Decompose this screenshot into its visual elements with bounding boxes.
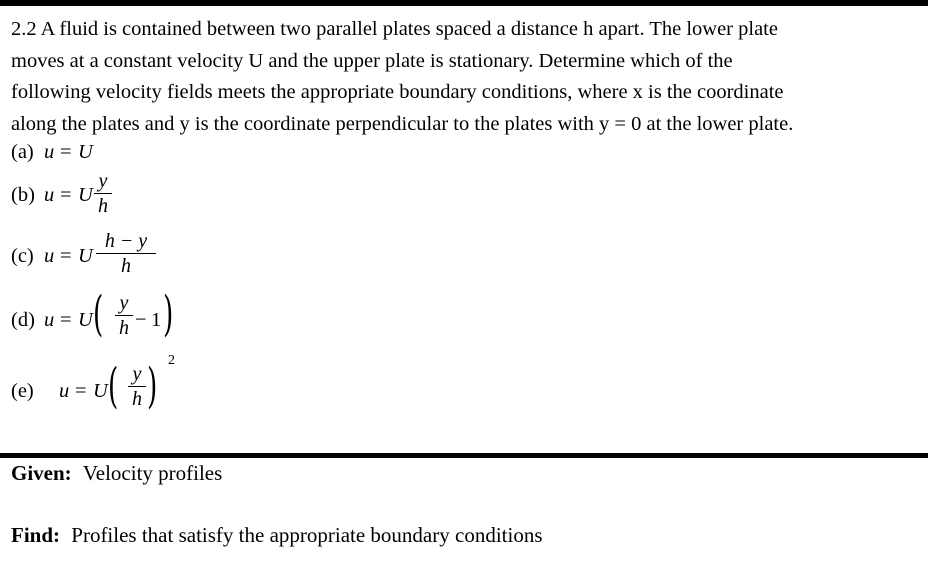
- fraction-bar: [115, 315, 133, 316]
- option-e-equals: =: [75, 380, 87, 402]
- option-e-denominator: h: [132, 388, 142, 410]
- option-d-minus: −: [135, 309, 147, 331]
- right-paren: ): [163, 286, 174, 342]
- option-c-lhs: u: [44, 245, 55, 267]
- option-e-exponent: 2: [168, 353, 175, 368]
- option-a-lhs: u: [44, 141, 55, 163]
- option-b-denominator: h: [98, 195, 108, 217]
- given-section: [11, 461, 222, 486]
- option-c-label: (c): [11, 245, 34, 267]
- option-e-fraction: [128, 363, 146, 410]
- problem-line-1: 2.2 A fluid is contained between two parallel plates spaced a distance h apart. The lower plate: [11, 18, 778, 40]
- option-d-lhs: u: [44, 309, 55, 331]
- find-text: Profiles that satisfy the appropriate boundary conditions: [71, 523, 543, 547]
- problem-statement: [11, 14, 916, 140]
- option-a-equals: =: [60, 141, 72, 163]
- left-paren: (: [93, 286, 104, 342]
- option-a-U: U: [78, 141, 93, 163]
- option-d-U: U: [78, 309, 93, 331]
- option-c-numerator: h − y: [104, 230, 148, 252]
- option-e-label: (e): [11, 380, 34, 402]
- option-d-label: (d): [11, 309, 35, 331]
- option-c-U: U: [78, 245, 93, 267]
- problem-line-3: following velocity fields meets the appropriate boundary conditions, where x is the coordinate: [11, 81, 784, 103]
- option-b-U: U: [78, 184, 93, 206]
- given-label: Given:: [11, 461, 72, 485]
- option-e-lhs: u: [59, 380, 70, 402]
- option-e-numerator: y: [132, 363, 142, 385]
- option-b-fraction: [94, 170, 112, 217]
- option-d-equals: =: [60, 309, 72, 331]
- problem-line-2: moves at a constant velocity U and the upper plate is stationary. Determine which of the: [11, 49, 733, 72]
- problem-line-4: along the plates and y is the coordinate perpendicular to the plates with y = 0 at the lower plate.: [11, 112, 794, 135]
- option-d-numerator: y: [119, 292, 129, 314]
- given-text: Velocity profiles: [82, 461, 223, 485]
- option-d-fraction: [115, 292, 133, 339]
- section-rule: [0, 453, 928, 458]
- option-e-U: U: [93, 380, 108, 402]
- option-c-denominator: h: [121, 255, 131, 277]
- option-d-denominator: h: [119, 317, 129, 339]
- left-paren: (: [108, 358, 119, 414]
- option-c-fraction: [96, 230, 156, 277]
- option-a-label: (a): [11, 141, 34, 163]
- top-rule: [0, 0, 928, 6]
- find-label: Find:: [11, 523, 61, 547]
- fraction-bar: [94, 193, 112, 194]
- option-b-numerator: y: [98, 170, 108, 192]
- option-c-equals: =: [60, 245, 72, 267]
- find-section: [11, 523, 543, 548]
- option-b-label: (b): [11, 184, 35, 206]
- right-paren: ): [147, 358, 158, 414]
- fraction-bar: [96, 253, 156, 254]
- option-d-one: 1: [151, 309, 162, 331]
- option-b-equals: =: [60, 184, 72, 206]
- option-b-lhs: u: [44, 184, 55, 206]
- fraction-bar: [128, 386, 146, 387]
